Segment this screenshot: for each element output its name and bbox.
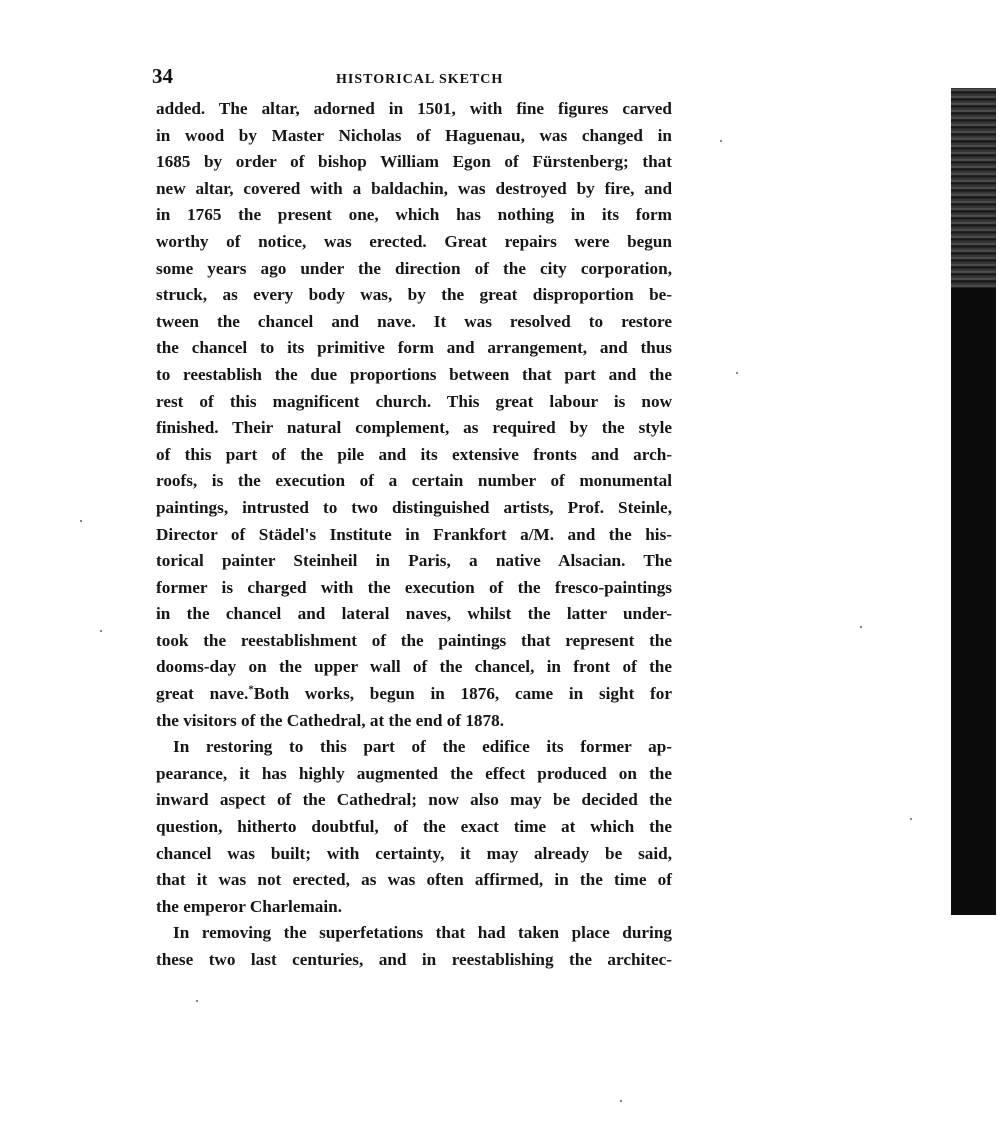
text-line: in wood by Master Nicholas of Haguenau, was changed in <box>156 125 672 145</box>
body-text <box>156 96 672 974</box>
text-line: the emperor Charlemain. <box>156 896 343 916</box>
book-spine-shadow <box>951 88 996 915</box>
text-line: took the reestablishment of the paintings that represent the <box>156 630 672 650</box>
text-line: struck, as every body was, by the great disproportion be- <box>156 285 672 305</box>
text-line-with-footnote <box>156 681 672 708</box>
text-line: worthy of notice, was erected. Great repairs were begun <box>156 231 672 251</box>
text-line: new altar, covered with a baldachin, was destroyed by fire, and <box>156 178 672 198</box>
text-line: question, hitherto doubtful, of the exact time at which the <box>156 817 672 837</box>
scan-speck <box>80 520 82 522</box>
text-line: chancel was built; with certainty, it may already be said, <box>156 843 672 863</box>
scan-speck <box>910 818 912 820</box>
text-line: In restoring to this part of the edifice its former ap- <box>173 737 672 757</box>
scan-speck <box>720 140 722 142</box>
text-line: finished. Their natural complement, as required by the style <box>156 418 672 438</box>
text-line: rest of this magnificent church. This great labour is now <box>156 391 672 411</box>
text-line: dooms-day on the upper wall of the chancel, in front of the <box>156 657 672 677</box>
text-line: tween the chancel and nave. It was resolved to restore <box>156 311 672 331</box>
scan-speck <box>736 372 738 374</box>
text-line: in the chancel and lateral naves, whilst the latter under- <box>156 604 672 624</box>
footnote-mark: * <box>248 683 254 696</box>
text-fragment: Both works, begun in 1876, came in sight for <box>253 684 672 704</box>
scan-speck <box>196 1000 198 1002</box>
text-line: these two last centuries, and in reestablishing the architec- <box>156 950 672 969</box>
text-line: roofs, is the execution of a certain number of monumental <box>156 471 672 491</box>
text-line: in 1765 the present one, which has nothing in its form <box>156 205 672 225</box>
text-line: of this part of the pile and its extensive fronts and arch- <box>156 444 672 464</box>
text-line: pearance, it has highly augmented the effect produced on the <box>156 763 672 783</box>
text-line: In removing the superfetations that had taken place during <box>173 923 672 943</box>
text-line: 1685 by order of bishop William Egon of Fürstenberg; that <box>156 152 672 172</box>
text-line: paintings, intrusted to two distinguished artists, Prof. Steinle, <box>156 497 672 517</box>
text-fragment: great nave. <box>156 684 249 704</box>
text-line: added. The altar, adorned in 1501, with fine figures carved <box>156 99 672 118</box>
scan-speck <box>860 626 862 628</box>
text-line: the chancel to its primitive form and arrangement, and thus <box>156 338 672 358</box>
page-number: 34 <box>152 64 173 88</box>
text-line: torical painter Steinheil in Paris, a native Alsacian. The <box>156 551 672 571</box>
text-line: inward aspect of the Cathedral; now also may be decided the <box>156 790 672 810</box>
text-line: Director of Städel's Institute in Frankfort a/M. and the his- <box>156 524 672 544</box>
text-line: to reestablish the due proportions between that part and the <box>156 364 672 384</box>
text-line: some years ago under the direction of the city corporation, <box>156 258 672 278</box>
text-line: that it was not erected, as was often affirmed, in the time of <box>156 870 672 890</box>
page-header <box>152 64 672 92</box>
running-title: HISTORICAL SKETCH <box>336 72 504 87</box>
scan-speck <box>100 630 102 632</box>
text-line: former is charged with the execution of the fresco-paintings <box>156 577 672 597</box>
text-line: the visitors of the Cathedral, at the end of 1878. <box>156 710 505 730</box>
scan-speck <box>620 1100 622 1102</box>
